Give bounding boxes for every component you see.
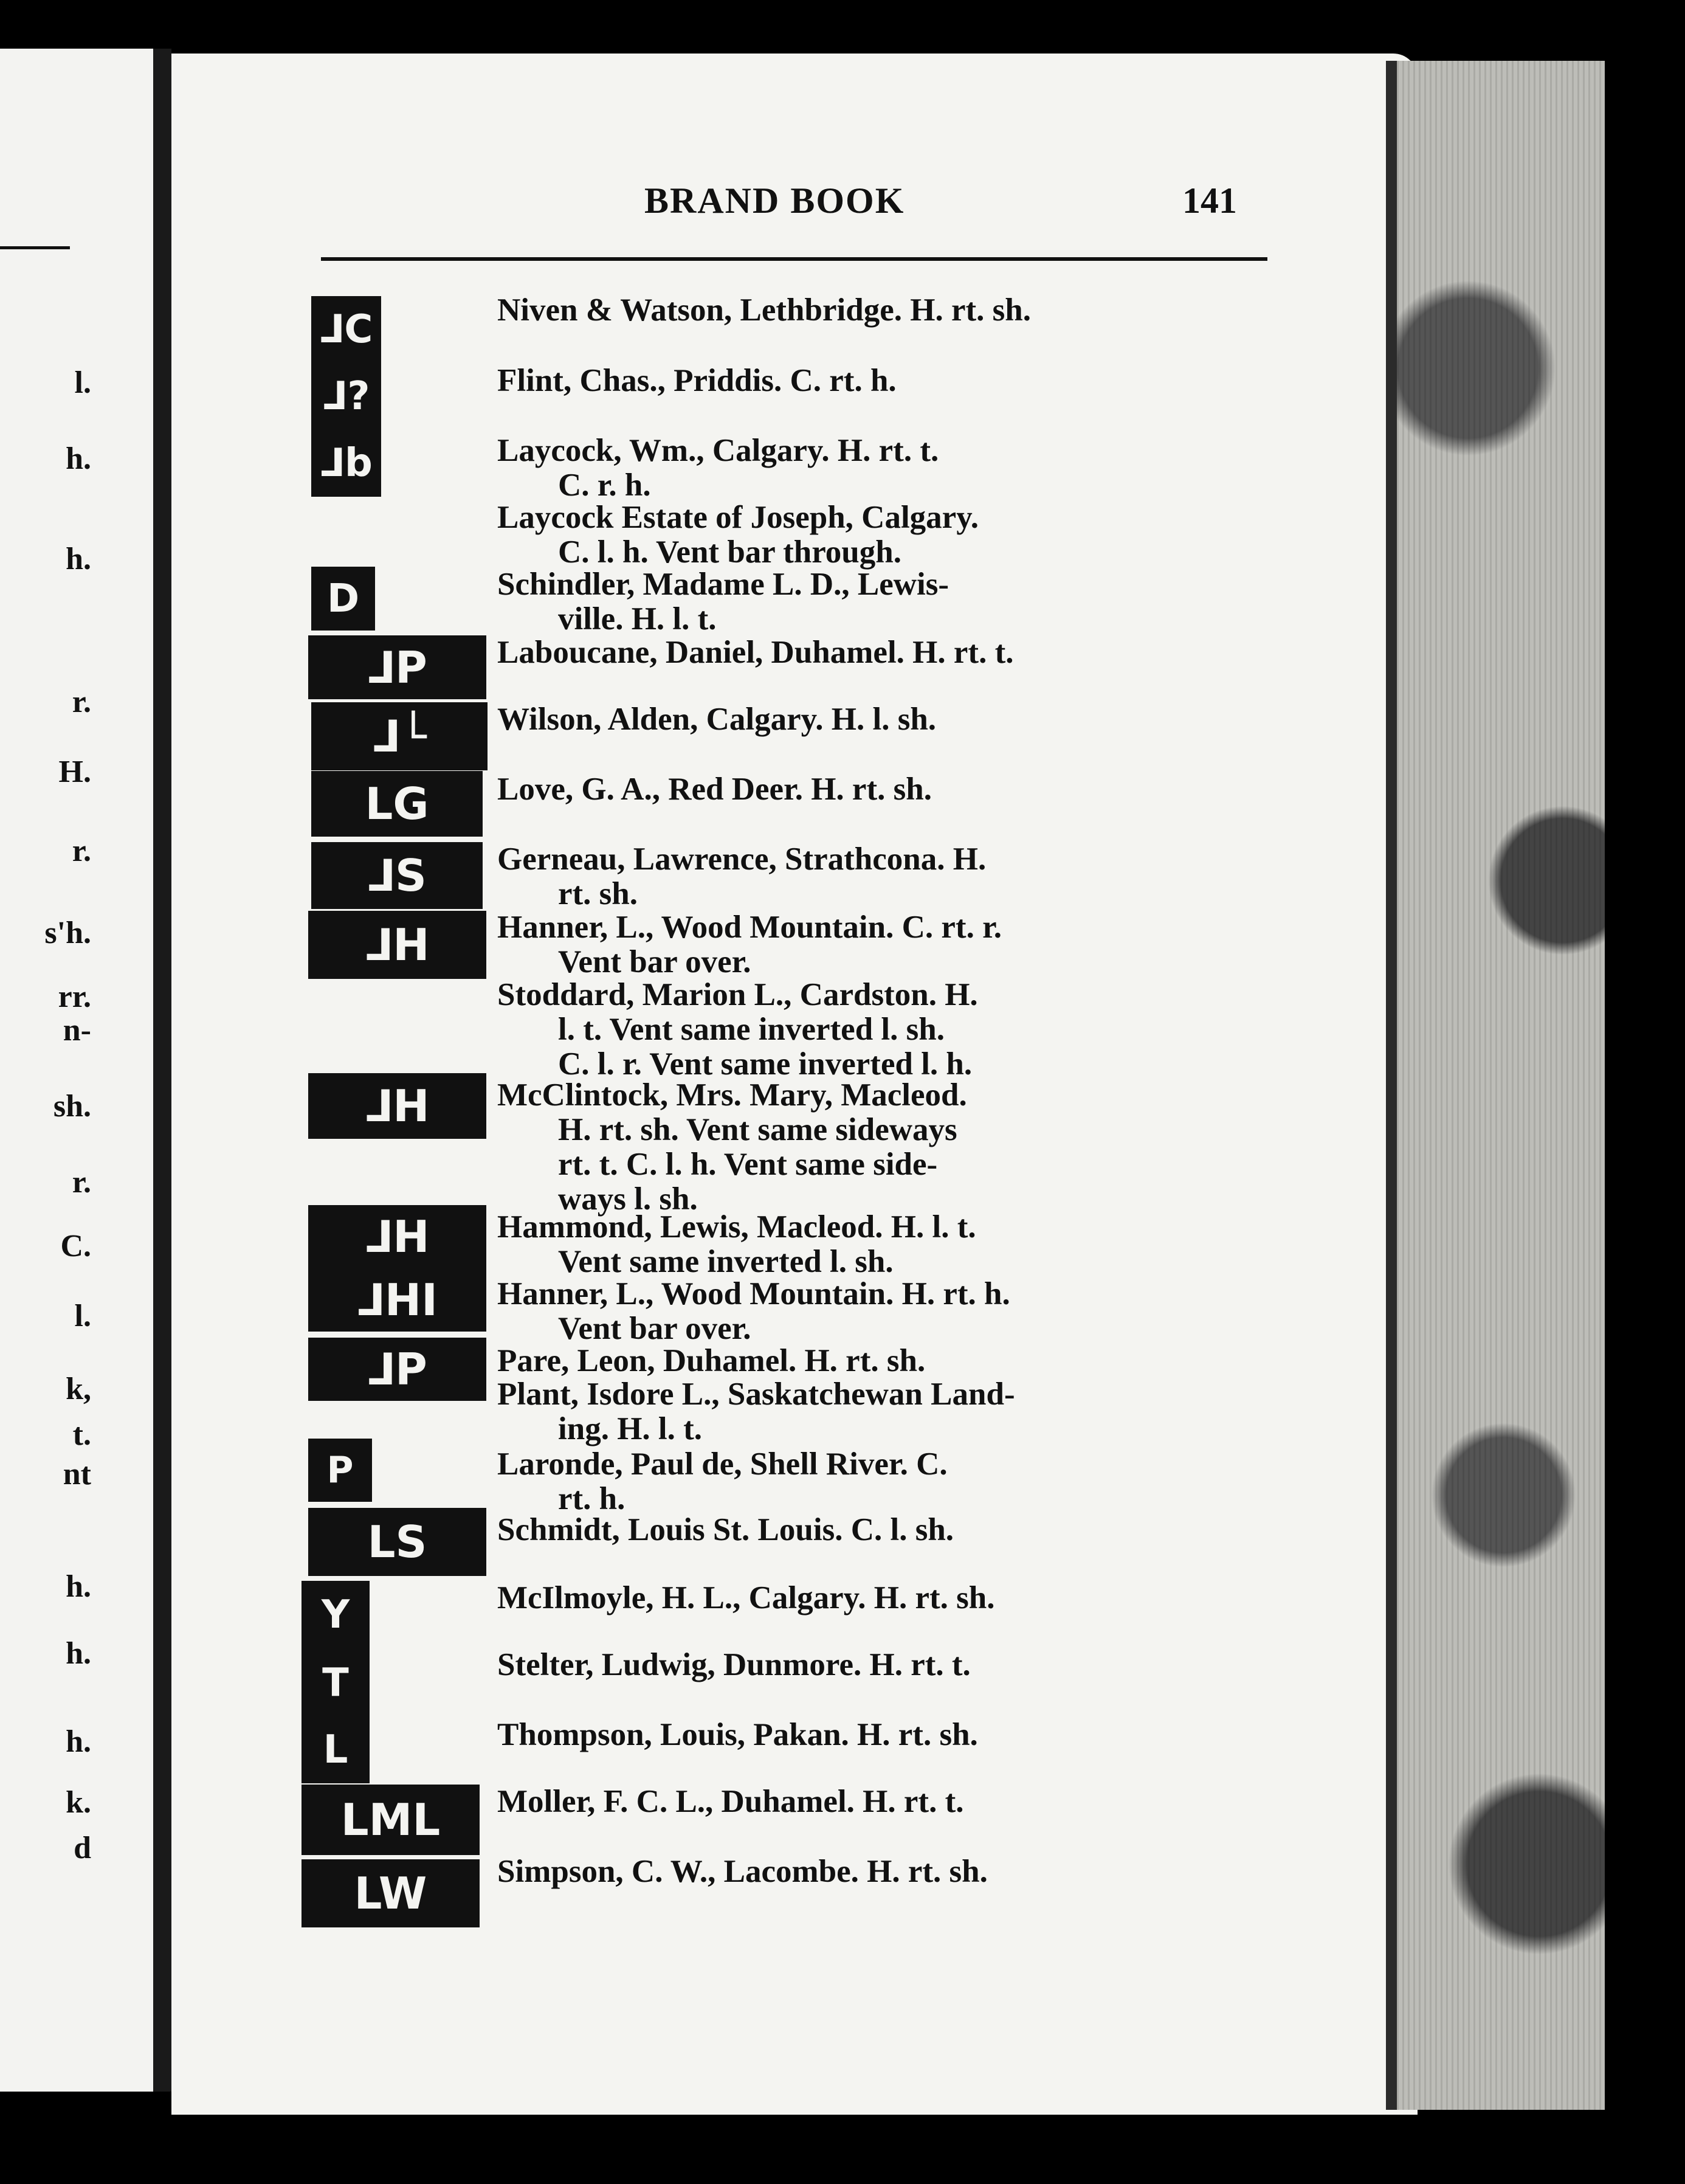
left-page-fragment: s'h. (44, 916, 91, 950)
jhi-brand-icon: ⅃HI (357, 1274, 438, 1325)
brand-entry (497, 1078, 1269, 1217)
brand-mark (308, 1508, 486, 1576)
l-4-brand-icon: ⅃└ (372, 711, 427, 762)
entry-text: Pare, Leon, Duhamel. H. rt. sh. (497, 1343, 926, 1378)
brand-entry (497, 772, 1269, 807)
brand-mark (302, 1581, 370, 1649)
brand-entry (497, 1210, 1269, 1279)
entry-text: Schmidt, Louis St. Louis. C. l. sh. (497, 1512, 954, 1547)
header-rule (321, 257, 1267, 261)
brand-entry (497, 1377, 1269, 1446)
entry-continuation: rt. h. (558, 1481, 625, 1516)
brand-entry (497, 1648, 1269, 1682)
entry-text: Schindler, Madame L. D., Lewis- (497, 567, 949, 602)
left-page-fragment: h. (66, 1636, 91, 1671)
entry-continuation: C. r. h. (558, 468, 651, 503)
brand-mark (308, 1205, 486, 1268)
brand-entry (497, 293, 1269, 328)
entry-text: Stoddard, Marion L., Cardston. H. (497, 977, 978, 1012)
entry-text: Laycock Estate of Joseph, Calgary. (497, 500, 979, 535)
l-brand-icon: L (323, 1727, 348, 1772)
lp-brand-icon: ⅃P (367, 1344, 427, 1395)
entry-text: Flint, Chas., Priddis. C. rt. h. (497, 363, 897, 398)
brand-entry (497, 1854, 1269, 1889)
brand-entry (497, 1581, 1269, 1616)
brand-entry (497, 1447, 1269, 1516)
ls-brand-icon: LS (367, 1516, 427, 1567)
brand-entry (497, 500, 1269, 570)
book-gutter (153, 49, 171, 2092)
brand-mark (302, 1649, 370, 1717)
brand-mark (308, 1338, 486, 1401)
left-page-fragment: h. (66, 542, 91, 576)
brand-mark (311, 702, 488, 770)
lb-brand-icon: ⅃b (320, 441, 373, 486)
brand-entry (497, 702, 1269, 737)
brand-entry (497, 364, 1269, 398)
left-page-fragment: l. (74, 1299, 91, 1333)
t-hook-brand-icon: T (322, 1660, 349, 1705)
left-page-fragment: nt (63, 1457, 91, 1491)
left-page-fragment: k. (66, 1785, 91, 1820)
brand-entry (497, 1513, 1269, 1547)
page-edge-stack (1386, 61, 1634, 2110)
left-page-fragment: r. (72, 685, 91, 719)
brand-mark (302, 1859, 480, 1927)
left-page-rule (0, 246, 70, 249)
entry-continuation: ing. H. l. t. (558, 1411, 703, 1446)
entry-text: Niven & Watson, Lethbridge. H. rt. sh. (497, 292, 1031, 328)
entry-text: Stelter, Ludwig, Dunmore. H. rt. t. (497, 1647, 971, 1682)
lw-brand-icon: LW (354, 1868, 427, 1919)
entry-text: Thompson, Louis, Pakan. H. rt. sh. (497, 1717, 978, 1752)
brand-entry (497, 1718, 1269, 1752)
entry-text: Moller, F. C. L., Duhamel. H. rt. t. (497, 1784, 964, 1819)
brand-mark (308, 635, 486, 699)
brand-entry (497, 1277, 1269, 1346)
left-page-fragment: k, (66, 1372, 91, 1406)
left-page-fragment: h. (66, 1724, 91, 1759)
brand-mark (308, 1073, 486, 1139)
y-hook-brand-icon: Y (321, 1592, 350, 1637)
brand-mark (311, 363, 381, 430)
4h-brand-icon: ⅃H (365, 1211, 430, 1262)
entry-continuation: ways l. sh. (558, 1181, 698, 1217)
left-page-fragment: h. (66, 1569, 91, 1604)
entry-text: Hanner, L., Wood Mountain. C. rt. r. (497, 910, 1002, 945)
entry-text: Laronde, Paul de, Shell River. C. (497, 1446, 948, 1482)
brand-entry (497, 567, 1269, 637)
brand-mark (308, 1268, 486, 1332)
lg-brand-icon: LG (365, 778, 429, 829)
brand-mark (311, 296, 381, 363)
lh-brand-icon: ⅃H (365, 1080, 430, 1132)
brand-entry (497, 978, 1269, 1082)
brand-entry (497, 910, 1269, 980)
left-page-fragment: r. (72, 1165, 91, 1200)
brand-mark (311, 430, 381, 497)
brand-entry (497, 842, 1269, 911)
brand-mark (302, 1785, 480, 1855)
entry-continuation: Vent same inverted l. sh. (558, 1244, 894, 1279)
entry-text: Simpson, C. W., Lacombe. H. rt. sh. (497, 1854, 988, 1889)
left-page-fragment: H. (58, 755, 91, 789)
brand-mark (308, 911, 486, 979)
brand-mark (311, 771, 483, 837)
brand-entry (497, 1344, 1269, 1378)
entry-text: McIlmoyle, H. L., Calgary. H. rt. sh. (497, 1580, 995, 1616)
brand-mark (302, 1716, 370, 1783)
brand-mark (311, 567, 375, 631)
entry-continuation: C. l. h. Vent bar through. (558, 534, 902, 570)
entry-continuation: H. rt. sh. Vent same sideways (558, 1112, 957, 1147)
lh-brand-icon: ⅃H (365, 919, 430, 970)
d-brand-icon: D (326, 576, 360, 621)
left-page-fragment: t. (72, 1417, 91, 1452)
entry-continuation: Vent bar over. (558, 944, 751, 980)
entry-text: Gerneau, Lawrence, Strathcona. H. (497, 841, 987, 877)
lp-brand-icon: ⅃P (367, 641, 427, 693)
left-page-fragment: n- (63, 1013, 91, 1048)
left-page-fragment: l. (74, 365, 91, 400)
entry-text: Laboucane, Daniel, Duhamel. H. rt. t. (497, 635, 1014, 670)
entry-text: Hammond, Lewis, Macleod. H. l. t. (497, 1209, 976, 1245)
left-page-fragment: h. (66, 441, 91, 476)
left-page-fragment: r. (72, 834, 91, 868)
ls-swirl-brand-icon: ⅃S (367, 850, 427, 901)
left-page-fragment: d (74, 1831, 91, 1865)
edge-shadow (1605, 61, 1685, 2110)
brand-entry (497, 635, 1269, 670)
entry-text: Hanner, L., Wood Mountain. H. rt. h. (497, 1276, 1010, 1311)
entry-continuation: ville. H. l. t. (558, 601, 717, 637)
entry-continuation: Vent bar over. (558, 1311, 751, 1346)
brand-mark (308, 1439, 372, 1502)
left-page-fragment: sh. (53, 1089, 91, 1124)
entry-text: Wilson, Alden, Calgary. H. l. sh. (497, 702, 937, 737)
entry-text: Laycock, Wm., Calgary. H. rt. t. (497, 433, 939, 468)
entry-continuation: rt. sh. (558, 876, 638, 911)
left-page-fragment: C. (60, 1229, 91, 1263)
entry-text: Plant, Isdore L., Saskatchewan Land- (497, 1377, 1015, 1412)
l-hook-brand-icon: ⅃? (322, 374, 370, 419)
entry-text: McClintock, Mrs. Mary, Macleod. (497, 1077, 967, 1113)
brand-entry (497, 1785, 1269, 1819)
entry-continuation: rt. t. C. l. h. Vent same side- (558, 1147, 938, 1182)
page-number: 141 (1182, 181, 1237, 221)
brand-mark (311, 842, 483, 909)
lc-brand-icon: ⅃C (319, 307, 373, 352)
lml-brand-icon: LML (340, 1794, 441, 1845)
entry-continuation: C. l. r. Vent same inverted l. h. (558, 1046, 973, 1082)
p-brand-icon: P (326, 1449, 354, 1491)
running-header: BRAND BOOK (644, 181, 905, 221)
entry-text: Love, G. A., Red Deer. H. rt. sh. (497, 772, 932, 807)
brand-entry (497, 434, 1269, 503)
left-page-fragment: rr. (58, 980, 91, 1014)
entry-continuation: l. t. Vent same inverted l. sh. (558, 1012, 945, 1047)
